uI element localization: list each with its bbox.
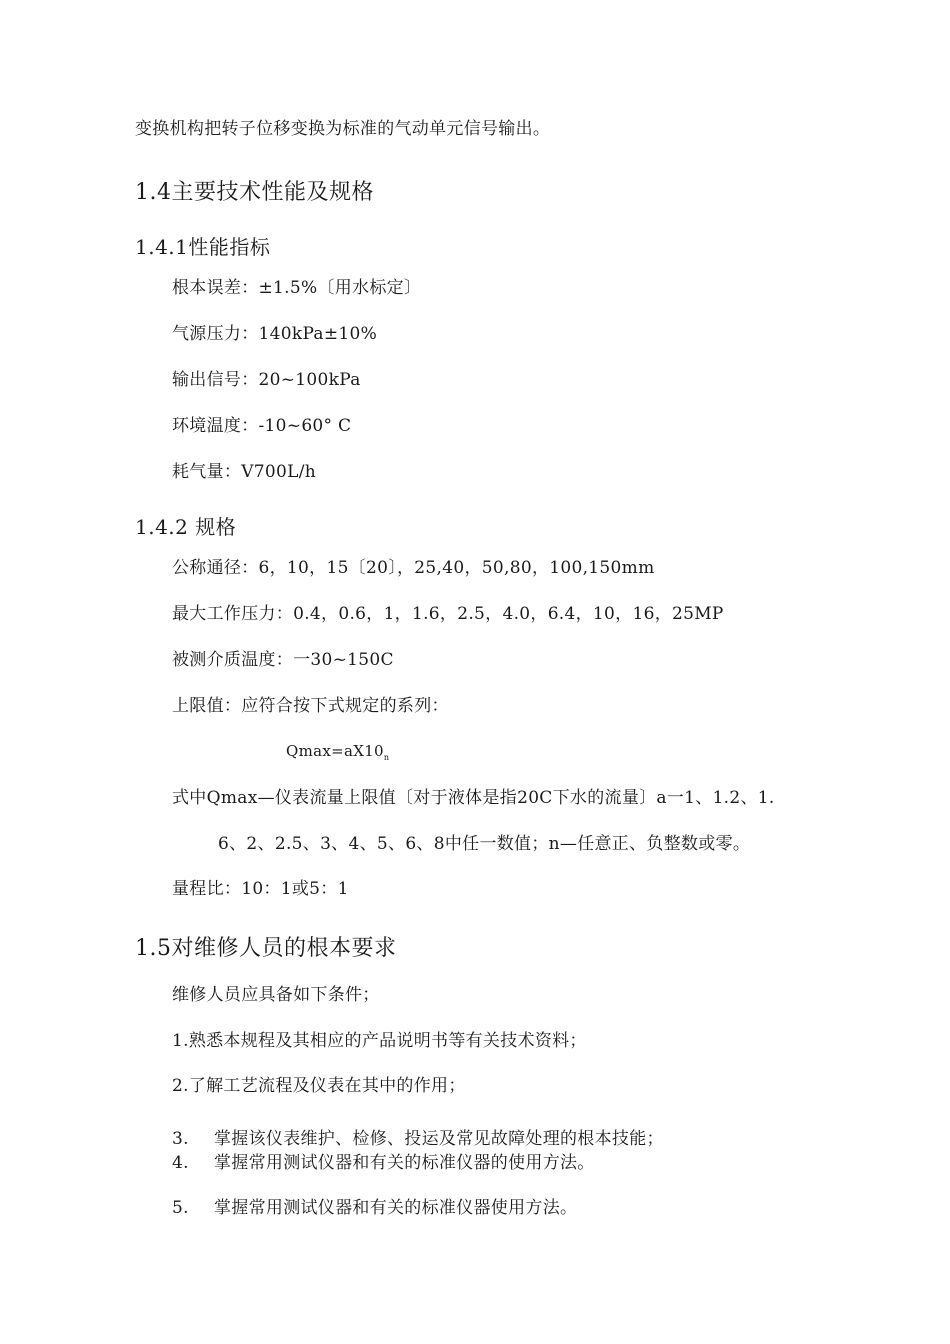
formula-main: Qmax=aX10: [286, 742, 384, 760]
spec-air-pressure: 气源压力：140kPa±10%: [172, 324, 378, 344]
requirement-2: 2.了解工艺流程及仪表在其中的作用；: [172, 1076, 466, 1096]
intro-paragraph: 变换机构把转子位移变换为标准的气动单元信号输出。: [135, 119, 551, 139]
spec-output-signal: 输出信号：20~100kPa: [172, 370, 361, 390]
spec-max-pressure: 最大工作压力：0.4，0.6，1，1.6，2.5，4.0，6.4，10，16，25MP: [172, 604, 724, 624]
requirement-1: 1.熟悉本规程及其相应的产品说明书等有关技术资料；: [172, 1031, 587, 1051]
requirement-5-number: 5.: [172, 1198, 189, 1218]
formula-exponent: n: [383, 753, 390, 762]
heading-1-5: 1.5对维修人员的根本要求: [135, 936, 397, 961]
spec-medium-temp: 被测介质温度：一30~150C: [172, 650, 394, 670]
formula-note-line-2: 6、2、2.5、3、4、5、6、8中任一数值；n—任意正、负整数或零。: [218, 834, 751, 854]
requirement-4-text: 掌握常用测试仪器和有关的标准仪器的使用方法。: [214, 1153, 595, 1173]
requirement-5: [172, 1200, 577, 1217]
requirements-lead: 维修人员应具备如下条件；: [172, 985, 380, 1005]
requirement-4-number: 4.: [172, 1153, 189, 1173]
requirement-3: [172, 1131, 664, 1148]
requirement-3-text: 掌握该仪表维护、检修、投运及常见故障处理的根本技能；: [214, 1129, 664, 1149]
spec-air-consumption: 耗气量：V700L/h: [172, 462, 316, 482]
requirement-3-number: 3.: [172, 1129, 189, 1149]
heading-1-4: 1.4主要技术性能及规格: [135, 180, 374, 205]
spec-nominal-diameter: 公称通径：6，10，15〔20〕，25,40，50,80，100,150mm: [172, 558, 655, 578]
requirement-4: [172, 1155, 595, 1172]
spec-range-ratio: 量程比：10：1或5：1: [172, 879, 349, 899]
formula-note-line-1: 式中Qmax—仪表流量上限值〔对于液体是指20C下水的流量〕a一1、1.2、1.: [172, 788, 775, 808]
formula-qmax: [286, 744, 389, 762]
spec-upper-limit: 上限值：应符合按下式规定的系列：: [172, 696, 449, 716]
heading-1-4-1: 1.4.1性能指标: [135, 235, 271, 259]
requirement-5-text: 掌握常用测试仪器和有关的标准仪器使用方法。: [214, 1198, 578, 1218]
spec-basic-error: 根本误差：±1.5%〔用水标定〕: [172, 278, 422, 298]
heading-1-4-2: 1.4.2 规格: [135, 515, 237, 539]
spec-ambient-temp: 环境温度：-10~60° C: [172, 416, 352, 436]
